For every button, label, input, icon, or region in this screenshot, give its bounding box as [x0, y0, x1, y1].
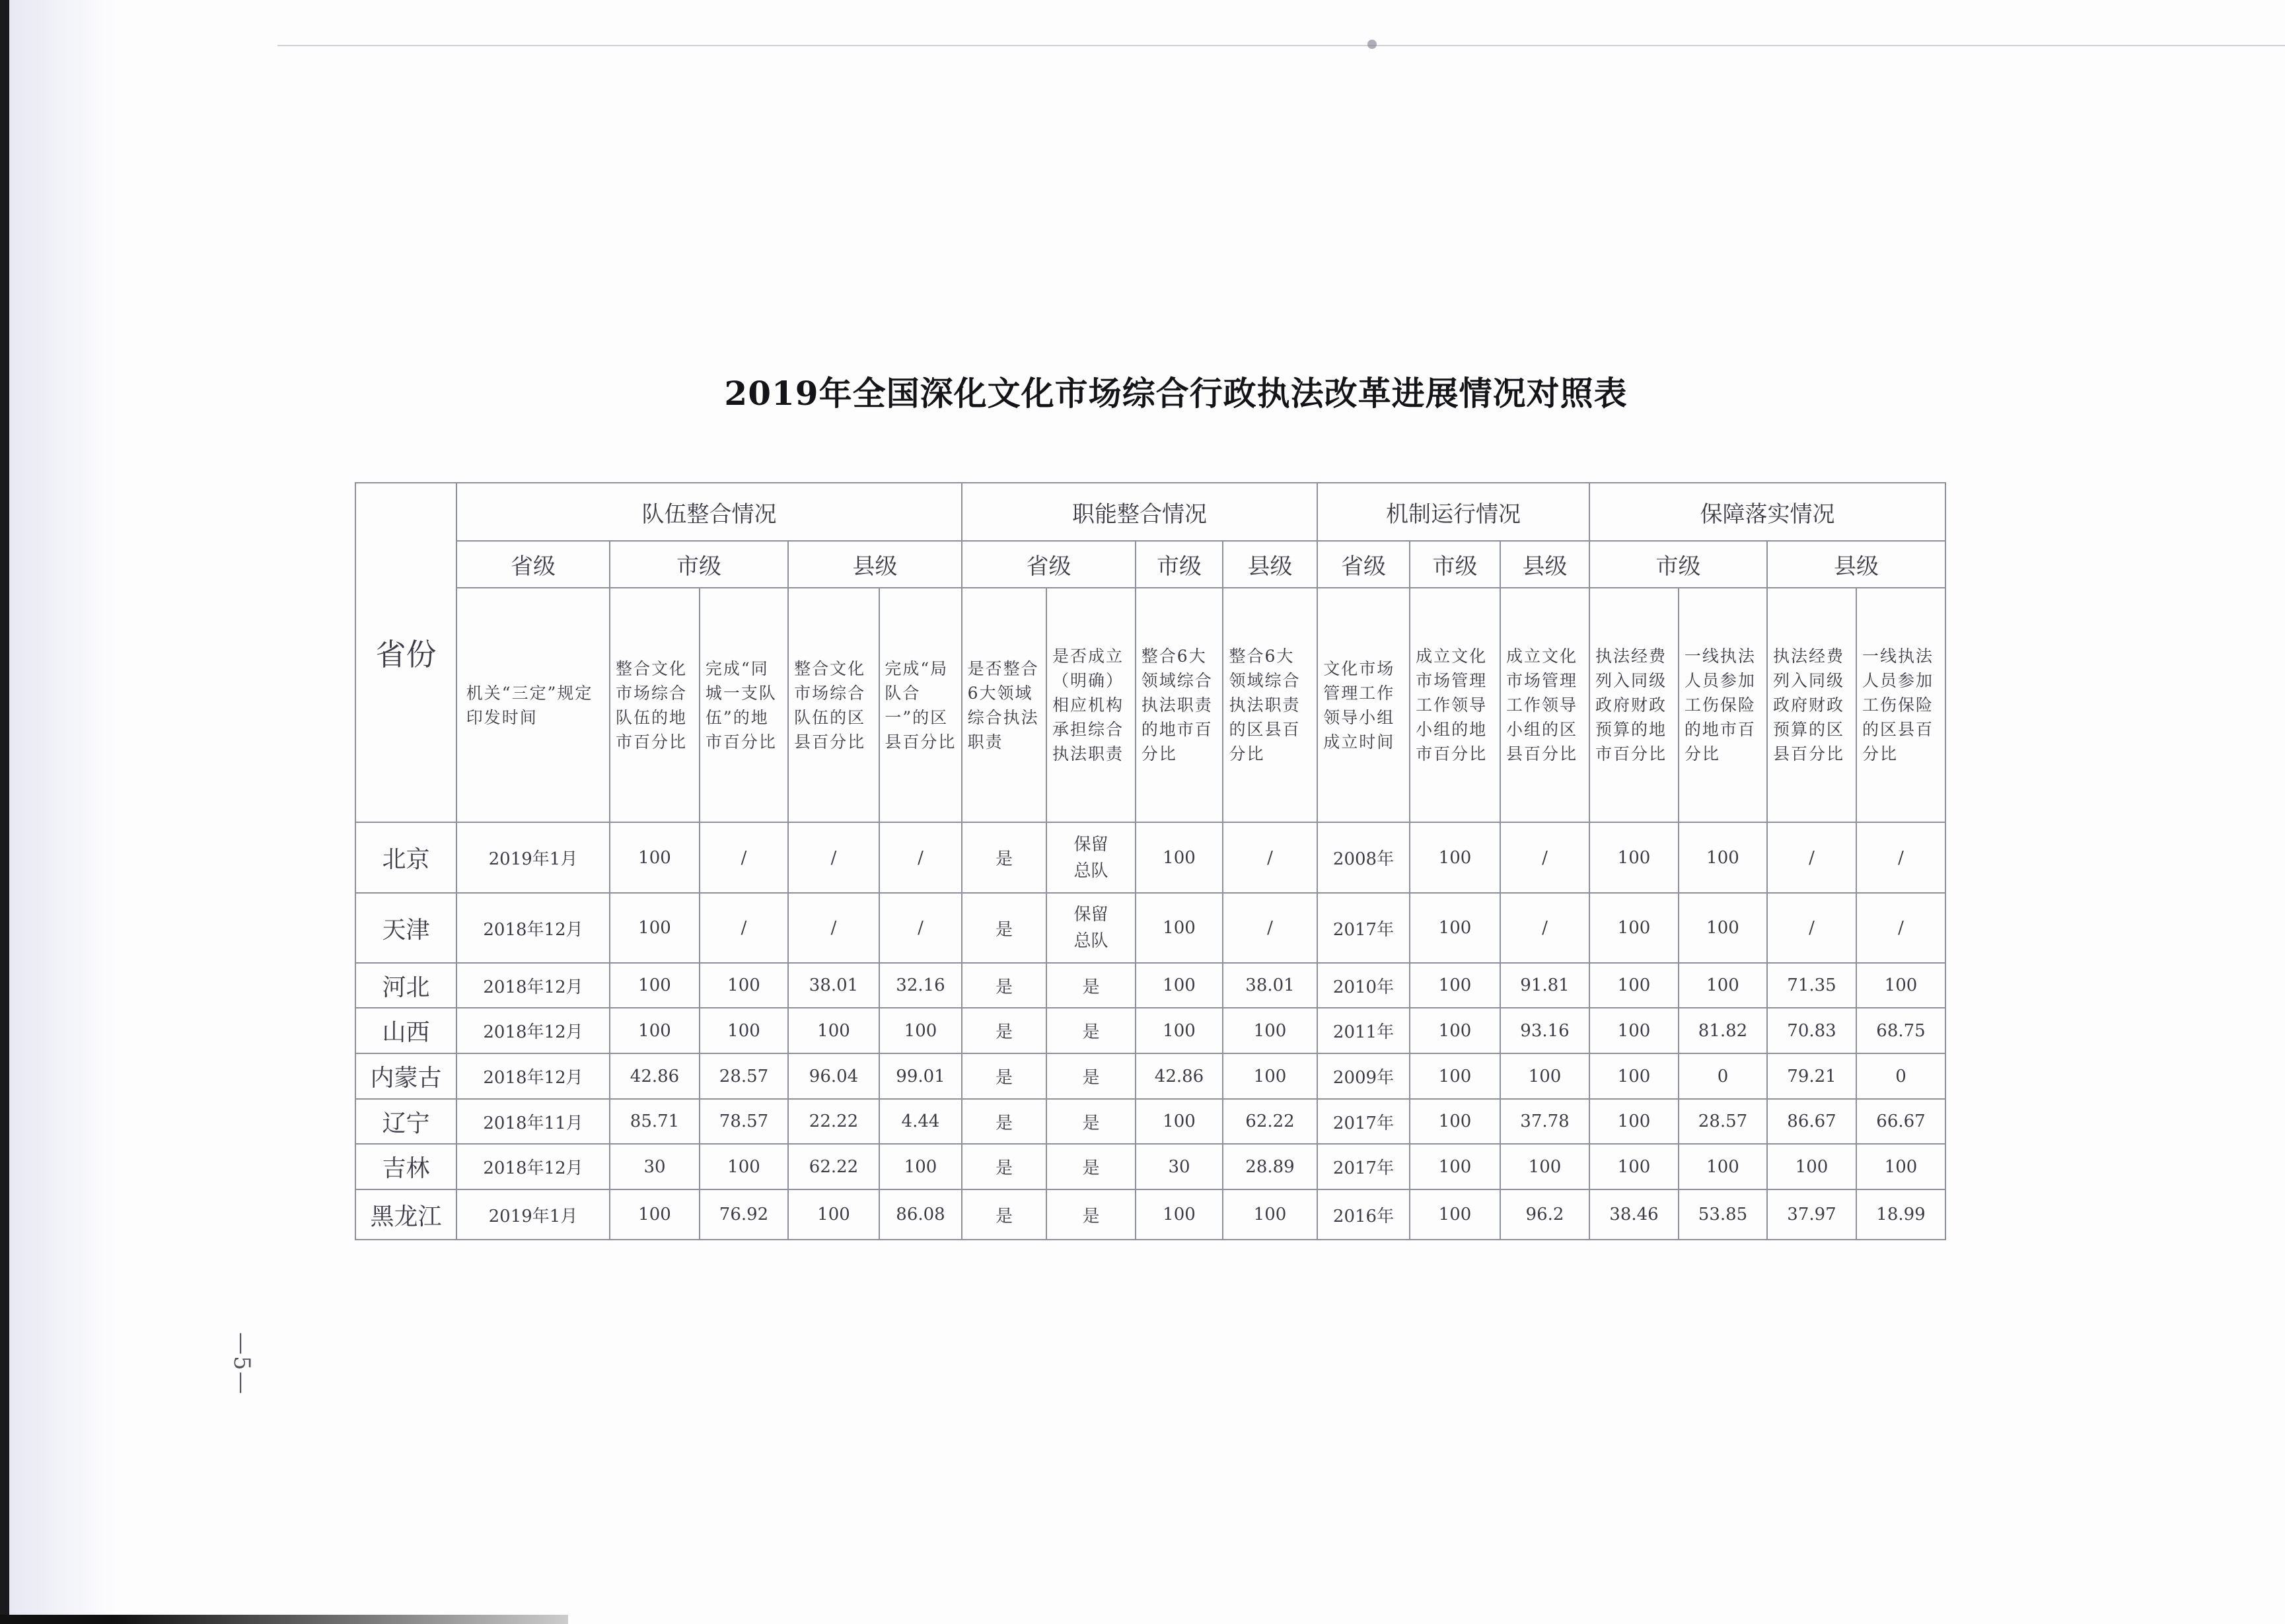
- table-row: [355, 1144, 1945, 1189]
- table-cell: 100: [788, 1008, 879, 1053]
- table-cell: 100: [1223, 1053, 1317, 1099]
- table-cell: 是: [962, 963, 1046, 1008]
- table-cell: 100: [1589, 1099, 1679, 1144]
- table-cell: 2019年1月: [456, 822, 610, 893]
- province-cell: 河北: [355, 963, 456, 1008]
- table-cell: 100: [610, 893, 700, 963]
- table-row: [355, 1008, 1945, 1053]
- table-cell: 68.75: [1856, 1008, 1945, 1053]
- table-cell: 是: [962, 1189, 1046, 1240]
- table-cell: 是: [962, 1144, 1046, 1189]
- table-cell: 100: [610, 1189, 700, 1240]
- table-cell: 100: [1679, 1144, 1767, 1189]
- table-cell: 99.01: [879, 1053, 962, 1099]
- level-header: 县级: [1223, 541, 1317, 588]
- table-cell: 2019年1月: [456, 1189, 610, 1240]
- table-cell: 37.97: [1767, 1189, 1856, 1240]
- level-header: 市级: [610, 541, 788, 588]
- province-cell: 辽宁: [355, 1099, 456, 1144]
- table-cell: 96.04: [788, 1053, 879, 1099]
- table-cell: 保留总队: [1046, 893, 1136, 963]
- table-cell: 是: [1046, 1189, 1136, 1240]
- table-row: [355, 1189, 1945, 1240]
- table-cell: /: [1767, 822, 1856, 893]
- table-cell: 70.83: [1767, 1008, 1856, 1053]
- level-header: 市级: [1410, 541, 1500, 588]
- table-cell: 100: [1410, 1008, 1500, 1053]
- table-cell: 42.86: [610, 1053, 700, 1099]
- table-cell: 79.21: [1767, 1053, 1856, 1099]
- column-header: 整合6大领域综合执法职责的地市百分比: [1136, 588, 1223, 822]
- province-cell: 北京: [355, 822, 456, 893]
- table-cell: 100: [1679, 893, 1767, 963]
- column-header: 整合6大领域综合执法职责的区县百分比: [1223, 588, 1317, 822]
- table-cell: 81.82: [1679, 1008, 1767, 1053]
- table-cell: 100: [700, 963, 788, 1008]
- province-cell: 内蒙古: [355, 1053, 456, 1099]
- scan-left-shadow: [9, 0, 115, 1624]
- table-cell: 100: [1767, 1144, 1856, 1189]
- column-header: 整合文化市场综合队伍的地市百分比: [610, 588, 700, 822]
- scan-left-edge: [0, 0, 9, 1624]
- scan-bottom-shadow: [0, 1615, 568, 1624]
- table-cell: 0: [1856, 1053, 1945, 1099]
- scan-artifact: [1367, 40, 1377, 49]
- column-header: 完成“局队合一”的区县百分比: [879, 588, 962, 822]
- table-cell: 100: [700, 1144, 788, 1189]
- table-cell: 100: [1410, 1144, 1500, 1189]
- table-cell: 66.67: [1856, 1099, 1945, 1144]
- column-header: 一线执法人员参加工伤保险的地市百分比: [1679, 588, 1767, 822]
- table-row: [355, 963, 1945, 1008]
- table-cell: 100: [1589, 1144, 1679, 1189]
- table-cell: 30: [1136, 1144, 1223, 1189]
- table-cell: 38.46: [1589, 1189, 1679, 1240]
- table-cell: 100: [610, 1008, 700, 1053]
- level-header: 市级: [1589, 541, 1767, 588]
- column-header: 执法经费列入同级政府财政预算的区县百分比: [1767, 588, 1856, 822]
- table-cell: 2018年11月: [456, 1099, 610, 1144]
- table-cell: 100: [788, 1189, 879, 1240]
- table-cell: 4.44: [879, 1099, 962, 1144]
- table-cell: 100: [1500, 1144, 1589, 1189]
- table-cell: 是: [1046, 963, 1136, 1008]
- table-cell: 28.57: [700, 1053, 788, 1099]
- table-cell: /: [1500, 822, 1589, 893]
- table-cell: 100: [1589, 822, 1679, 893]
- table-cell: 100: [1136, 1008, 1223, 1053]
- table-cell: 100: [1410, 893, 1500, 963]
- table-row: [355, 822, 1945, 893]
- group-header-guarantee: 保障落实情况: [1589, 483, 1945, 541]
- table-cell: 86.67: [1767, 1099, 1856, 1144]
- group-header-function: 职能整合情况: [962, 483, 1317, 541]
- column-header: 是否整合6大领域综合执法职责: [962, 588, 1046, 822]
- table-cell: 28.57: [1679, 1099, 1767, 1144]
- table-row: [355, 1099, 1945, 1144]
- scan-top-rule: [277, 45, 2285, 46]
- column-header: 执法经费列入同级政府财政预算的地市百分比: [1589, 588, 1679, 822]
- table-cell: 是: [962, 822, 1046, 893]
- table-cell: /: [1856, 893, 1945, 963]
- table-cell: 2011年: [1317, 1008, 1410, 1053]
- table-cell: 86.08: [879, 1189, 962, 1240]
- table-cell: /: [700, 822, 788, 893]
- table-cell: 100: [1410, 822, 1500, 893]
- level-header: 省级: [456, 541, 610, 588]
- table-cell: /: [879, 893, 962, 963]
- level-header: 市级: [1136, 541, 1223, 588]
- table-cell: 是: [962, 893, 1046, 963]
- progress-comparison-table: [355, 482, 1946, 1240]
- table-cell: 是: [1046, 1144, 1136, 1189]
- table-cell: 2009年: [1317, 1053, 1410, 1099]
- table-cell: 2018年12月: [456, 1053, 610, 1099]
- table-cell: 100: [879, 1008, 962, 1053]
- province-cell: 山西: [355, 1008, 456, 1053]
- level-header: 县级: [1500, 541, 1589, 588]
- group-header-team: 队伍整合情况: [456, 483, 962, 541]
- document-title: 2019年全国深化文化市场综合行政执法改革进展情况对照表: [724, 374, 1628, 413]
- table-cell: 2018年12月: [456, 1144, 610, 1189]
- table-cell: /: [1856, 822, 1945, 893]
- table-cell: 2017年: [1317, 893, 1410, 963]
- table-cell: 是: [1046, 1099, 1136, 1144]
- table-cell: 78.57: [700, 1099, 788, 1144]
- table-cell: /: [1223, 893, 1317, 963]
- province-cell: 黑龙江: [355, 1189, 456, 1240]
- table-cell: 100: [1136, 1189, 1223, 1240]
- table-cell: 100: [1136, 963, 1223, 1008]
- table-cell: 100: [1410, 1099, 1500, 1144]
- table-cell: 2018年12月: [456, 963, 610, 1008]
- table-cell: 53.85: [1679, 1189, 1767, 1240]
- column-header: 机关“三定”规定印发时间: [456, 588, 610, 822]
- table-cell: 100: [1589, 893, 1679, 963]
- table-cell: /: [1767, 893, 1856, 963]
- table-cell: 100: [1136, 893, 1223, 963]
- table-cell: /: [788, 893, 879, 963]
- column-header: 是否成立（明确）相应机构承担综合执法职责: [1046, 588, 1136, 822]
- table-cell: 100: [1410, 1189, 1500, 1240]
- level-header: 省级: [1317, 541, 1410, 588]
- table-cell: 100: [610, 963, 700, 1008]
- province-cell: 吉林: [355, 1144, 456, 1189]
- table-cell: 30: [610, 1144, 700, 1189]
- table-cell: 100: [879, 1144, 962, 1189]
- table-cell: 100: [1223, 1008, 1317, 1053]
- table-cell: 37.78: [1500, 1099, 1589, 1144]
- table-row: [355, 893, 1945, 963]
- level-header: 省级: [962, 541, 1136, 588]
- level-header: 县级: [788, 541, 962, 588]
- column-header: 完成“同城一支队伍”的地市百分比: [700, 588, 788, 822]
- page-number: —5—: [228, 1332, 255, 1395]
- table-cell: 100: [1136, 1099, 1223, 1144]
- table-cell: 2016年: [1317, 1189, 1410, 1240]
- table-cell: 2008年: [1317, 822, 1410, 893]
- table-cell: /: [879, 822, 962, 893]
- table-cell: 保留总队: [1046, 822, 1136, 893]
- table-cell: /: [1223, 822, 1317, 893]
- table-cell: 100: [1856, 1144, 1945, 1189]
- table-cell: 76.92: [700, 1189, 788, 1240]
- table-cell: 是: [962, 1099, 1046, 1144]
- table-cell: 100: [1589, 963, 1679, 1008]
- table-body: [355, 822, 1945, 1240]
- table-cell: 96.2: [1500, 1189, 1589, 1240]
- table-cell: 100: [700, 1008, 788, 1053]
- column-header: 成立文化市场管理工作领导小组的区县百分比: [1500, 588, 1589, 822]
- province-cell: 天津: [355, 893, 456, 963]
- group-header-mechanism: 机制运行情况: [1317, 483, 1589, 541]
- table-cell: 100: [1410, 1053, 1500, 1099]
- table-cell: 0: [1679, 1053, 1767, 1099]
- level-header: 县级: [1767, 541, 1945, 588]
- table-cell: 22.22: [788, 1099, 879, 1144]
- column-header: 成立文化市场管理工作领导小组的地市百分比: [1410, 588, 1500, 822]
- table-cell: 91.81: [1500, 963, 1589, 1008]
- table-cell: 42.86: [1136, 1053, 1223, 1099]
- table-cell: 32.16: [879, 963, 962, 1008]
- table-cell: 71.35: [1767, 963, 1856, 1008]
- table-cell: 18.99: [1856, 1189, 1945, 1240]
- table-cell: 85.71: [610, 1099, 700, 1144]
- table-cell: /: [788, 822, 879, 893]
- table-cell: 62.22: [1223, 1099, 1317, 1144]
- table-cell: 100: [1679, 822, 1767, 893]
- table-cell: 100: [1410, 963, 1500, 1008]
- column-header: 整合文化市场综合队伍的区县百分比: [788, 588, 879, 822]
- column-header: 一线执法人员参加工伤保险的区县百分比: [1856, 588, 1945, 822]
- table-cell: 2018年12月: [456, 1008, 610, 1053]
- table-cell: 是: [962, 1008, 1046, 1053]
- table-cell: 是: [962, 1053, 1046, 1099]
- table-cell: 62.22: [788, 1144, 879, 1189]
- table-cell: 38.01: [1223, 963, 1317, 1008]
- table-cell: 100: [1136, 822, 1223, 893]
- table-cell: 是: [1046, 1053, 1136, 1099]
- table-cell: 100: [1589, 1008, 1679, 1053]
- table-cell: 100: [1679, 963, 1767, 1008]
- table-cell: /: [1500, 893, 1589, 963]
- table-cell: 93.16: [1500, 1008, 1589, 1053]
- table-cell: 28.89: [1223, 1144, 1317, 1189]
- province-header: 省份: [355, 483, 456, 822]
- table-cell: 2017年: [1317, 1144, 1410, 1189]
- table-row: [355, 1053, 1945, 1099]
- table-cell: /: [700, 893, 788, 963]
- table-cell: 2010年: [1317, 963, 1410, 1008]
- table-cell: 100: [610, 822, 700, 893]
- table-cell: 100: [1589, 1053, 1679, 1099]
- table-cell: 2018年12月: [456, 893, 610, 963]
- column-header: 文化市场管理工作领导小组成立时间: [1317, 588, 1410, 822]
- table-cell: 2017年: [1317, 1099, 1410, 1144]
- table-cell: 是: [1046, 1008, 1136, 1053]
- table-cell: 38.01: [788, 963, 879, 1008]
- table-cell: 100: [1223, 1189, 1317, 1240]
- table-cell: 100: [1500, 1053, 1589, 1099]
- table-cell: 100: [1856, 963, 1945, 1008]
